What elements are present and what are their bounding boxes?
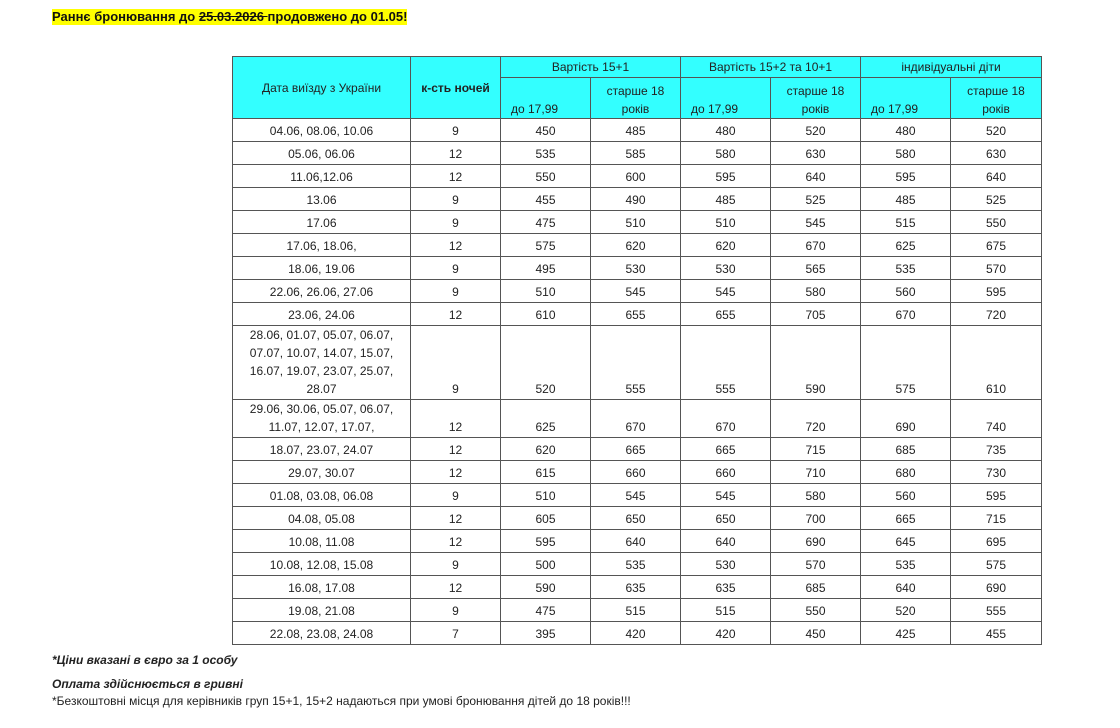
subheader-under-18: до 17,99 [681, 78, 771, 119]
departure-dates-cell: 18.06, 19.06 [233, 257, 411, 280]
price-individual-under-18-cell: 485 [861, 188, 951, 211]
price-15-1-over-18-cell: 655 [591, 303, 681, 326]
nights-cell: 12 [411, 507, 501, 530]
price-individual-under-18-cell: 575 [861, 326, 951, 400]
price-15-1-under-18-cell: 510 [501, 484, 591, 507]
price-15-1-under-18-cell: 615 [501, 461, 591, 484]
table-row [233, 119, 1042, 142]
departure-dates-cell: 29.07, 30.07 [233, 461, 411, 484]
price-15-2-over-18-cell: 580 [771, 484, 861, 507]
nights-cell: 9 [411, 211, 501, 234]
price-15-2-over-18-cell: 580 [771, 280, 861, 303]
header-departure-date: Дата виїзду з України [233, 57, 411, 119]
price-individual-under-18-cell: 515 [861, 211, 951, 234]
price-15-1-over-18-cell: 635 [591, 576, 681, 599]
nights-cell: 12 [411, 438, 501, 461]
price-individual-over-18-cell: 695 [951, 530, 1042, 553]
table-row [233, 188, 1042, 211]
departure-dates-cell: 17.06 [233, 211, 411, 234]
early-booking-notice [52, 9, 407, 25]
price-15-1-over-18-cell: 640 [591, 530, 681, 553]
price-individual-over-18-cell: 740 [951, 400, 1042, 438]
price-individual-over-18-cell: 730 [951, 461, 1042, 484]
price-individual-under-18-cell: 690 [861, 400, 951, 438]
price-15-2-over-18-cell: 670 [771, 234, 861, 257]
header-group-15-2-10-1: Вартість 15+2 та 10+1 [681, 57, 861, 78]
table-row [233, 211, 1042, 234]
price-15-2-under-18-cell: 485 [681, 188, 771, 211]
price-individual-over-18-cell: 720 [951, 303, 1042, 326]
departure-dates-cell: 05.06, 06.06 [233, 142, 411, 165]
table-row [233, 576, 1042, 599]
price-15-2-under-18-cell: 595 [681, 165, 771, 188]
header-group-individual: індивідуальні діти [861, 57, 1042, 78]
departure-dates-cell: 23.06, 24.06 [233, 303, 411, 326]
price-15-2-over-18-cell: 685 [771, 576, 861, 599]
price-individual-over-18-cell: 570 [951, 257, 1042, 280]
price-15-2-under-18-cell: 580 [681, 142, 771, 165]
price-15-2-over-18-cell: 630 [771, 142, 861, 165]
price-individual-under-18-cell: 595 [861, 165, 951, 188]
price-15-2-over-18-cell: 705 [771, 303, 861, 326]
table-row [233, 326, 1042, 400]
price-individual-over-18-cell: 520 [951, 119, 1042, 142]
departure-dates-cell: 22.08, 23.08, 24.08 [233, 622, 411, 645]
notice-struck-date: 25.03.2026 [198, 9, 268, 24]
price-15-2-under-18-cell: 555 [681, 326, 771, 400]
header-nights: к-сть ночей [411, 57, 501, 119]
price-15-1-over-18-cell: 535 [591, 553, 681, 576]
price-15-1-under-18-cell: 535 [501, 142, 591, 165]
price-15-1-over-18-cell: 545 [591, 484, 681, 507]
departure-dates-cell: 10.08, 12.08, 15.08 [233, 553, 411, 576]
nights-cell: 12 [411, 576, 501, 599]
price-individual-under-18-cell: 625 [861, 234, 951, 257]
price-individual-over-18-cell: 610 [951, 326, 1042, 400]
notice-prefix: Раннє бронювання до [52, 9, 199, 24]
price-15-1-over-18-cell: 620 [591, 234, 681, 257]
subheader-under-18: до 17,99 [501, 78, 591, 119]
nights-cell: 9 [411, 280, 501, 303]
price-individual-under-18-cell: 535 [861, 257, 951, 280]
price-15-1-under-18-cell: 595 [501, 530, 591, 553]
price-15-2-over-18-cell: 700 [771, 507, 861, 530]
subheader-under-18: до 17,99 [861, 78, 951, 119]
price-15-2-over-18-cell: 590 [771, 326, 861, 400]
departure-dates-cell: 16.08, 17.08 [233, 576, 411, 599]
nights-cell: 9 [411, 484, 501, 507]
price-15-1-over-18-cell: 420 [591, 622, 681, 645]
price-individual-over-18-cell: 630 [951, 142, 1042, 165]
nights-cell: 12 [411, 234, 501, 257]
price-individual-under-18-cell: 640 [861, 576, 951, 599]
price-individual-under-18-cell: 670 [861, 303, 951, 326]
departure-dates-cell: 11.06,12.06 [233, 165, 411, 188]
price-15-1-over-18-cell: 585 [591, 142, 681, 165]
departure-dates-cell: 04.08, 05.08 [233, 507, 411, 530]
price-individual-under-18-cell: 520 [861, 599, 951, 622]
price-15-2-under-18-cell: 530 [681, 257, 771, 280]
price-15-2-under-18-cell: 660 [681, 461, 771, 484]
nights-cell: 9 [411, 119, 501, 142]
price-15-2-over-18-cell: 710 [771, 461, 861, 484]
price-individual-under-18-cell: 535 [861, 553, 951, 576]
price-15-1-over-18-cell: 485 [591, 119, 681, 142]
price-15-2-over-18-cell: 690 [771, 530, 861, 553]
price-individual-over-18-cell: 550 [951, 211, 1042, 234]
price-individual-over-18-cell: 690 [951, 576, 1042, 599]
departure-dates-cell: 18.07, 23.07, 24.07 [233, 438, 411, 461]
price-individual-over-18-cell: 575 [951, 553, 1042, 576]
departure-dates-cell: 10.08, 11.08 [233, 530, 411, 553]
price-15-2-over-18-cell: 525 [771, 188, 861, 211]
price-15-2-under-18-cell: 640 [681, 530, 771, 553]
price-15-2-over-18-cell: 520 [771, 119, 861, 142]
departure-dates-cell: 17.06, 18.06, [233, 234, 411, 257]
departure-dates-cell: 13.06 [233, 188, 411, 211]
departure-dates-cell: 28.06, 01.07, 05.07, 06.07, 07.07, 10.07, 14.07, 15.07, 16.07, 19.07, 23.07, 25.07, 28.07 [233, 326, 411, 400]
departure-dates-cell: 04.06, 08.06, 10.06 [233, 119, 411, 142]
price-15-1-over-18-cell: 665 [591, 438, 681, 461]
price-15-2-over-18-cell: 570 [771, 553, 861, 576]
price-15-1-over-18-cell: 515 [591, 599, 681, 622]
price-15-2-over-18-cell: 565 [771, 257, 861, 280]
price-15-1-over-18-cell: 510 [591, 211, 681, 234]
price-table-body [233, 119, 1042, 645]
price-15-1-over-18-cell: 490 [591, 188, 681, 211]
price-15-2-under-18-cell: 635 [681, 576, 771, 599]
table-row [233, 484, 1042, 507]
price-individual-under-18-cell: 560 [861, 280, 951, 303]
price-individual-under-18-cell: 560 [861, 484, 951, 507]
nights-cell: 9 [411, 599, 501, 622]
price-15-2-over-18-cell: 715 [771, 438, 861, 461]
price-15-2-under-18-cell: 530 [681, 553, 771, 576]
table-row [233, 165, 1042, 188]
price-table [232, 56, 1042, 645]
nights-cell: 9 [411, 188, 501, 211]
footnotes [52, 652, 631, 710]
subheader-over-18: старше 18 років [951, 78, 1042, 119]
price-15-2-over-18-cell: 720 [771, 400, 861, 438]
price-15-2-under-18-cell: 545 [681, 484, 771, 507]
nights-cell: 12 [411, 165, 501, 188]
price-15-1-over-18-cell: 660 [591, 461, 681, 484]
departure-dates-cell: 22.06, 26.06, 27.06 [233, 280, 411, 303]
table-row [233, 142, 1042, 165]
price-15-2-under-18-cell: 665 [681, 438, 771, 461]
price-individual-over-18-cell: 715 [951, 507, 1042, 530]
price-individual-over-18-cell: 640 [951, 165, 1042, 188]
price-15-2-under-18-cell: 620 [681, 234, 771, 257]
table-row [233, 280, 1042, 303]
price-individual-over-18-cell: 735 [951, 438, 1042, 461]
nights-cell: 9 [411, 553, 501, 576]
table-row [233, 599, 1042, 622]
price-individual-over-18-cell: 675 [951, 234, 1042, 257]
subheader-over-18: старше 18 років [591, 78, 681, 119]
price-individual-under-18-cell: 425 [861, 622, 951, 645]
nights-cell: 12 [411, 400, 501, 438]
price-individual-under-18-cell: 480 [861, 119, 951, 142]
price-15-2-under-18-cell: 655 [681, 303, 771, 326]
price-15-1-under-18-cell: 605 [501, 507, 591, 530]
price-15-1-under-18-cell: 550 [501, 165, 591, 188]
price-individual-over-18-cell: 525 [951, 188, 1042, 211]
table-row [233, 234, 1042, 257]
price-15-2-over-18-cell: 545 [771, 211, 861, 234]
price-15-2-over-18-cell: 550 [771, 599, 861, 622]
price-15-1-under-18-cell: 610 [501, 303, 591, 326]
price-15-2-under-18-cell: 670 [681, 400, 771, 438]
price-15-1-under-18-cell: 625 [501, 400, 591, 438]
departure-dates-cell: 29.06, 30.06, 05.07, 06.07, 11.07, 12.07, 17.07, [233, 400, 411, 438]
price-15-2-under-18-cell: 515 [681, 599, 771, 622]
price-15-1-under-18-cell: 475 [501, 211, 591, 234]
nights-cell: 12 [411, 530, 501, 553]
price-15-2-over-18-cell: 640 [771, 165, 861, 188]
price-individual-over-18-cell: 595 [951, 280, 1042, 303]
price-15-1-under-18-cell: 590 [501, 576, 591, 599]
price-15-1-under-18-cell: 620 [501, 438, 591, 461]
table-row [233, 507, 1042, 530]
table-row [233, 257, 1042, 280]
price-15-2-under-18-cell: 545 [681, 280, 771, 303]
note-payment: Оплата здійснюється в гривні [52, 677, 243, 691]
price-individual-under-18-cell: 645 [861, 530, 951, 553]
price-15-1-over-18-cell: 555 [591, 326, 681, 400]
departure-dates-cell: 01.08, 03.08, 06.08 [233, 484, 411, 507]
nights-cell: 12 [411, 461, 501, 484]
price-15-1-under-18-cell: 495 [501, 257, 591, 280]
price-15-1-under-18-cell: 510 [501, 280, 591, 303]
note-free-places: *Безкоштовні місця для керівників груп 15+1, 15+2 надаються при умові бронювання дітей до 18 років!!! [52, 694, 631, 708]
price-15-1-under-18-cell: 500 [501, 553, 591, 576]
price-15-1-over-18-cell: 670 [591, 400, 681, 438]
price-individual-over-18-cell: 595 [951, 484, 1042, 507]
price-15-1-under-18-cell: 520 [501, 326, 591, 400]
price-15-1-over-18-cell: 545 [591, 280, 681, 303]
price-15-2-under-18-cell: 420 [681, 622, 771, 645]
price-individual-over-18-cell: 455 [951, 622, 1042, 645]
price-15-1-under-18-cell: 575 [501, 234, 591, 257]
table-row [233, 303, 1042, 326]
table-row [233, 461, 1042, 484]
nights-cell: 9 [411, 257, 501, 280]
table-row [233, 553, 1042, 576]
price-15-1-under-18-cell: 475 [501, 599, 591, 622]
price-15-1-under-18-cell: 455 [501, 188, 591, 211]
price-15-1-under-18-cell: 450 [501, 119, 591, 142]
table-row [233, 400, 1042, 438]
note-prices-currency: *Ціни вказані в євро за 1 особу [52, 653, 238, 667]
price-15-1-under-18-cell: 395 [501, 622, 591, 645]
price-15-2-under-18-cell: 650 [681, 507, 771, 530]
nights-cell: 7 [411, 622, 501, 645]
nights-cell: 12 [411, 142, 501, 165]
price-individual-over-18-cell: 555 [951, 599, 1042, 622]
price-individual-under-18-cell: 685 [861, 438, 951, 461]
price-15-1-over-18-cell: 650 [591, 507, 681, 530]
nights-cell: 12 [411, 303, 501, 326]
subheader-over-18: старше 18 років [771, 78, 861, 119]
price-individual-under-18-cell: 580 [861, 142, 951, 165]
price-individual-under-18-cell: 680 [861, 461, 951, 484]
table-row [233, 530, 1042, 553]
price-15-2-under-18-cell: 510 [681, 211, 771, 234]
notice-suffix: продовжено до 01.05! [267, 9, 408, 24]
nights-cell: 9 [411, 326, 501, 400]
price-15-1-over-18-cell: 530 [591, 257, 681, 280]
price-15-2-over-18-cell: 450 [771, 622, 861, 645]
table-row [233, 622, 1042, 645]
price-15-2-under-18-cell: 480 [681, 119, 771, 142]
price-15-1-over-18-cell: 600 [591, 165, 681, 188]
table-row [233, 438, 1042, 461]
header-group-15-1: Вартість 15+1 [501, 57, 681, 78]
price-individual-under-18-cell: 665 [861, 507, 951, 530]
departure-dates-cell: 19.08, 21.08 [233, 599, 411, 622]
